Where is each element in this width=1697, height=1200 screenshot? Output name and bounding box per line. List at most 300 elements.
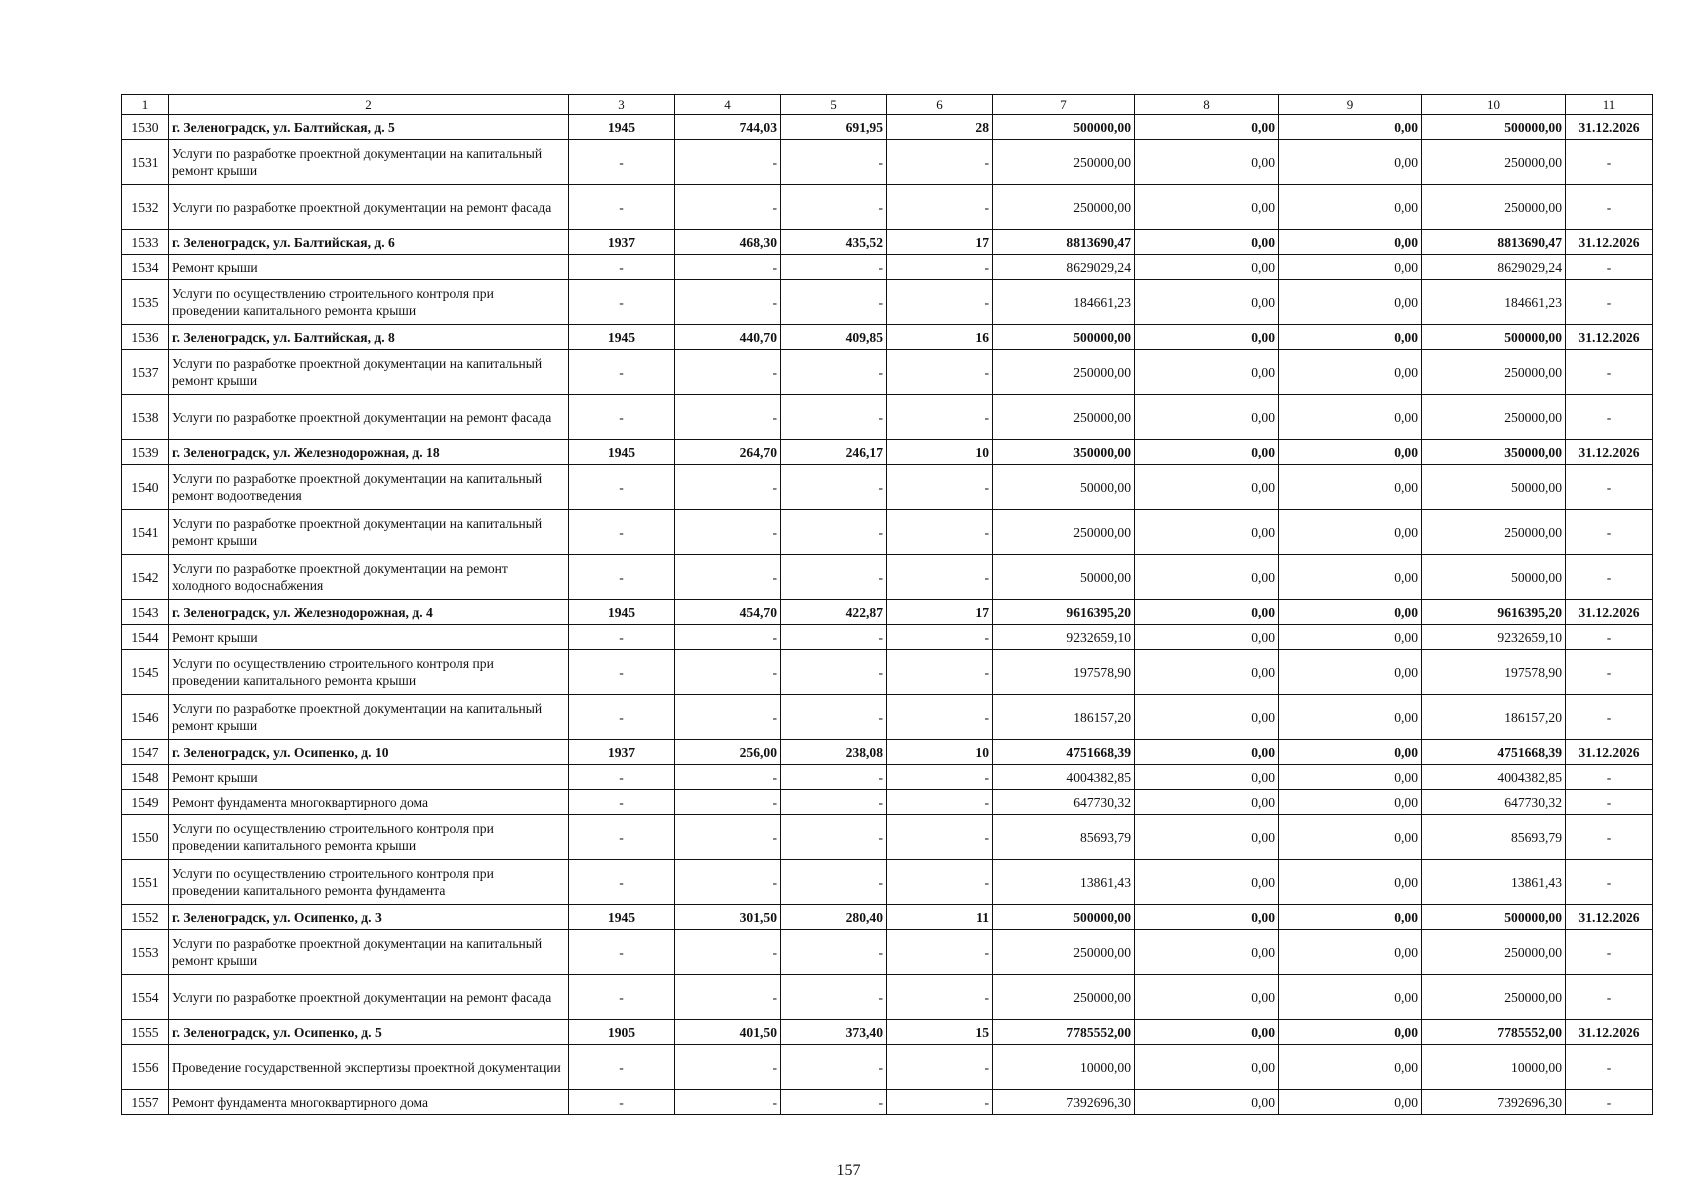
cell-col4: 301,50 [675, 905, 781, 930]
column-number-6: 6 [887, 95, 993, 115]
cell-col8: 0,00 [1135, 1090, 1279, 1115]
cell-col9: 0,00 [1279, 815, 1422, 860]
cell-col3: - [569, 815, 675, 860]
cell-col11: - [1566, 695, 1653, 740]
cell-col6: 17 [887, 230, 993, 255]
cell-col8: 0,00 [1135, 625, 1279, 650]
cell-col11: - [1566, 465, 1653, 510]
cell-col4: 256,00 [675, 740, 781, 765]
cell-col7: 10000,00 [993, 1045, 1135, 1090]
work-description: Услуги по разработке проектной документации на капитальный ремонт крыши [169, 930, 569, 975]
cell-col8: 0,00 [1135, 1020, 1279, 1045]
cell-col6: 10 [887, 440, 993, 465]
cell-col3: 1937 [569, 230, 675, 255]
cell-col4: - [675, 1045, 781, 1090]
cell-col8: 0,00 [1135, 140, 1279, 185]
cell-col10: 7392696,30 [1422, 1090, 1566, 1115]
cell-col10: 4751668,39 [1422, 740, 1566, 765]
row-number: 1533 [122, 230, 169, 255]
cell-col4: - [675, 930, 781, 975]
address-row [122, 440, 1653, 465]
address-row [122, 115, 1653, 140]
cell-col4: - [675, 395, 781, 440]
cell-col8: 0,00 [1135, 815, 1279, 860]
cell-col9: 0,00 [1279, 790, 1422, 815]
work-item-row [122, 695, 1653, 740]
cell-col6: - [887, 975, 993, 1020]
column-number-5: 5 [781, 95, 887, 115]
cell-col3: 1945 [569, 440, 675, 465]
cell-col8: 0,00 [1135, 905, 1279, 930]
cell-col5: - [781, 650, 887, 695]
repair-program-table [121, 94, 1653, 1115]
cell-col11: - [1566, 650, 1653, 695]
work-description: г. Зеленоградск, ул. Железнодорожная, д. 18 [169, 440, 569, 465]
column-number-10: 10 [1422, 95, 1566, 115]
cell-col7: 647730,32 [993, 790, 1135, 815]
cell-col5: 238,08 [781, 740, 887, 765]
cell-col10: 250000,00 [1422, 510, 1566, 555]
cell-col4: - [675, 140, 781, 185]
cell-col4: - [675, 695, 781, 740]
cell-col10: 4004382,85 [1422, 765, 1566, 790]
cell-col11: 31.12.2026 [1566, 1020, 1653, 1045]
cell-col5: - [781, 790, 887, 815]
cell-col5: - [781, 395, 887, 440]
cell-col6: - [887, 765, 993, 790]
cell-col7: 50000,00 [993, 465, 1135, 510]
cell-col6: - [887, 185, 993, 230]
work-item-row [122, 395, 1653, 440]
row-number: 1532 [122, 185, 169, 230]
cell-col9: 0,00 [1279, 255, 1422, 280]
cell-col10: 197578,90 [1422, 650, 1566, 695]
cell-col10: 50000,00 [1422, 555, 1566, 600]
row-number: 1554 [122, 975, 169, 1020]
cell-col4: - [675, 255, 781, 280]
work-item-row [122, 650, 1653, 695]
cell-col9: 0,00 [1279, 625, 1422, 650]
cell-col9: 0,00 [1279, 1020, 1422, 1045]
cell-col7: 7785552,00 [993, 1020, 1135, 1045]
cell-col5: - [781, 255, 887, 280]
cell-col10: 250000,00 [1422, 350, 1566, 395]
cell-col7: 9232659,10 [993, 625, 1135, 650]
cell-col8: 0,00 [1135, 1045, 1279, 1090]
work-description: Услуги по разработке проектной документации на ремонт фасада [169, 395, 569, 440]
cell-col9: 0,00 [1279, 325, 1422, 350]
cell-col11: - [1566, 1045, 1653, 1090]
cell-col9: 0,00 [1279, 440, 1422, 465]
cell-col6: - [887, 555, 993, 600]
cell-col7: 500000,00 [993, 115, 1135, 140]
cell-col3: - [569, 650, 675, 695]
cell-col11: 31.12.2026 [1566, 230, 1653, 255]
address-row [122, 740, 1653, 765]
cell-col8: 0,00 [1135, 695, 1279, 740]
cell-col3: - [569, 395, 675, 440]
work-item-row [122, 790, 1653, 815]
cell-col7: 186157,20 [993, 695, 1135, 740]
work-item-row [122, 625, 1653, 650]
cell-col4: 744,03 [675, 115, 781, 140]
cell-col3: - [569, 255, 675, 280]
cell-col6: - [887, 815, 993, 860]
cell-col7: 4751668,39 [993, 740, 1135, 765]
cell-col5: - [781, 280, 887, 325]
cell-col8: 0,00 [1135, 860, 1279, 905]
row-number: 1541 [122, 510, 169, 555]
row-number: 1544 [122, 625, 169, 650]
work-item-row [122, 350, 1653, 395]
cell-col5: - [781, 350, 887, 395]
cell-col9: 0,00 [1279, 350, 1422, 395]
cell-col10: 500000,00 [1422, 325, 1566, 350]
cell-col3: 1945 [569, 115, 675, 140]
cell-col6: 10 [887, 740, 993, 765]
cell-col9: 0,00 [1279, 280, 1422, 325]
cell-col7: 500000,00 [993, 325, 1135, 350]
cell-col4: - [675, 650, 781, 695]
page-number: 157 [836, 1162, 861, 1179]
cell-col9: 0,00 [1279, 905, 1422, 930]
cell-col10: 10000,00 [1422, 1045, 1566, 1090]
cell-col4: - [675, 860, 781, 905]
cell-col6: 15 [887, 1020, 993, 1045]
cell-col5: - [781, 765, 887, 790]
cell-col4: - [675, 510, 781, 555]
work-item-row [122, 1045, 1653, 1090]
row-number: 1540 [122, 465, 169, 510]
cell-col7: 4004382,85 [993, 765, 1135, 790]
work-description: Ремонт крыши [169, 255, 569, 280]
cell-col5: - [781, 695, 887, 740]
address-row [122, 1020, 1653, 1045]
cell-col3: - [569, 625, 675, 650]
cell-col11: - [1566, 860, 1653, 905]
row-number: 1557 [122, 1090, 169, 1115]
cell-col4: 401,50 [675, 1020, 781, 1045]
work-description: Ремонт фундамента многоквартирного дома [169, 790, 569, 815]
cell-col10: 8629029,24 [1422, 255, 1566, 280]
cell-col5: 280,40 [781, 905, 887, 930]
cell-col7: 7392696,30 [993, 1090, 1135, 1115]
cell-col6: 17 [887, 600, 993, 625]
cell-col7: 197578,90 [993, 650, 1135, 695]
cell-col8: 0,00 [1135, 185, 1279, 230]
cell-col3: - [569, 465, 675, 510]
column-number-7: 7 [993, 95, 1135, 115]
work-item-row [122, 510, 1653, 555]
work-description: Услуги по разработке проектной документации на ремонт холодного водоснабжения [169, 555, 569, 600]
cell-col9: 0,00 [1279, 1090, 1422, 1115]
cell-col6: - [887, 350, 993, 395]
work-description: Услуги по осуществлению строительного контроля при проведении капитального ремонта крыши [169, 815, 569, 860]
row-number: 1545 [122, 650, 169, 695]
cell-col8: 0,00 [1135, 115, 1279, 140]
work-item-row [122, 975, 1653, 1020]
cell-col10: 250000,00 [1422, 185, 1566, 230]
cell-col9: 0,00 [1279, 650, 1422, 695]
cell-col4: 454,70 [675, 600, 781, 625]
cell-col5: - [781, 465, 887, 510]
cell-col7: 250000,00 [993, 930, 1135, 975]
work-item-row [122, 280, 1653, 325]
cell-col3: - [569, 510, 675, 555]
work-description: Ремонт фундамента многоквартирного дома [169, 1090, 569, 1115]
cell-col8: 0,00 [1135, 740, 1279, 765]
cell-col11: 31.12.2026 [1566, 740, 1653, 765]
cell-col7: 184661,23 [993, 280, 1135, 325]
cell-col9: 0,00 [1279, 185, 1422, 230]
work-description: г. Зеленоградск, ул. Балтийская, д. 6 [169, 230, 569, 255]
row-number: 1551 [122, 860, 169, 905]
cell-col11: 31.12.2026 [1566, 115, 1653, 140]
work-description: Услуги по разработке проектной документации на капитальный ремонт крыши [169, 695, 569, 740]
column-number-1: 1 [122, 95, 169, 115]
cell-col6: - [887, 625, 993, 650]
cell-col11: - [1566, 350, 1653, 395]
cell-col4: - [675, 465, 781, 510]
work-item-row [122, 140, 1653, 185]
work-description: Услуги по разработке проектной документации на капитальный ремонт крыши [169, 510, 569, 555]
cell-col9: 0,00 [1279, 140, 1422, 185]
work-item-row [122, 255, 1653, 280]
cell-col5: - [781, 930, 887, 975]
cell-col6: - [887, 1090, 993, 1115]
cell-col4: 468,30 [675, 230, 781, 255]
cell-col9: 0,00 [1279, 930, 1422, 975]
cell-col11: - [1566, 765, 1653, 790]
cell-col8: 0,00 [1135, 790, 1279, 815]
cell-col10: 647730,32 [1422, 790, 1566, 815]
cell-col6: - [887, 255, 993, 280]
work-item-row [122, 185, 1653, 230]
row-number: 1535 [122, 280, 169, 325]
cell-col10: 500000,00 [1422, 115, 1566, 140]
column-number-2: 2 [169, 95, 569, 115]
cell-col8: 0,00 [1135, 395, 1279, 440]
work-description: Услуги по разработке проектной документации на капитальный ремонт крыши [169, 140, 569, 185]
cell-col8: 0,00 [1135, 465, 1279, 510]
work-description: г. Зеленоградск, ул. Железнодорожная, д. 4 [169, 600, 569, 625]
cell-col3: - [569, 555, 675, 600]
cell-col3: - [569, 280, 675, 325]
cell-col7: 8629029,24 [993, 255, 1135, 280]
work-description: Услуги по осуществлению строительного контроля при проведении капитального ремонта крыши [169, 650, 569, 695]
row-number: 1536 [122, 325, 169, 350]
cell-col8: 0,00 [1135, 325, 1279, 350]
column-number-header-row [122, 95, 1653, 115]
cell-col10: 9232659,10 [1422, 625, 1566, 650]
work-description: Услуги по разработке проектной документации на капитальный ремонт водоотведения [169, 465, 569, 510]
cell-col4: - [675, 765, 781, 790]
work-description: Услуги по осуществлению строительного контроля при проведении капитального ремонта крыши [169, 280, 569, 325]
cell-col8: 0,00 [1135, 280, 1279, 325]
cell-col8: 0,00 [1135, 440, 1279, 465]
work-item-row [122, 465, 1653, 510]
cell-col11: - [1566, 255, 1653, 280]
cell-col6: - [887, 280, 993, 325]
cell-col11: - [1566, 555, 1653, 600]
cell-col9: 0,00 [1279, 860, 1422, 905]
cell-col6: - [887, 650, 993, 695]
cell-col4: - [675, 350, 781, 395]
cell-col11: - [1566, 1090, 1653, 1115]
cell-col11: 31.12.2026 [1566, 440, 1653, 465]
cell-col5: 409,85 [781, 325, 887, 350]
cell-col8: 0,00 [1135, 255, 1279, 280]
cell-col8: 0,00 [1135, 230, 1279, 255]
row-number: 1553 [122, 930, 169, 975]
row-number: 1537 [122, 350, 169, 395]
address-row [122, 230, 1653, 255]
cell-col11: 31.12.2026 [1566, 600, 1653, 625]
cell-col3: - [569, 765, 675, 790]
cell-col6: - [887, 395, 993, 440]
work-description: Ремонт крыши [169, 765, 569, 790]
cell-col4: - [675, 815, 781, 860]
work-item-row [122, 1090, 1653, 1115]
cell-col10: 8813690,47 [1422, 230, 1566, 255]
cell-col6: - [887, 695, 993, 740]
work-item-row [122, 555, 1653, 600]
column-number-4: 4 [675, 95, 781, 115]
cell-col8: 0,00 [1135, 555, 1279, 600]
cell-col7: 50000,00 [993, 555, 1135, 600]
cell-col4: - [675, 280, 781, 325]
row-number: 1530 [122, 115, 169, 140]
cell-col5: - [781, 140, 887, 185]
cell-col10: 500000,00 [1422, 905, 1566, 930]
cell-col5: - [781, 860, 887, 905]
cell-col3: - [569, 790, 675, 815]
cell-col8: 0,00 [1135, 650, 1279, 695]
cell-col11: - [1566, 975, 1653, 1020]
cell-col6: - [887, 140, 993, 185]
cell-col8: 0,00 [1135, 510, 1279, 555]
cell-col11: - [1566, 815, 1653, 860]
cell-col11: - [1566, 510, 1653, 555]
cell-col10: 7785552,00 [1422, 1020, 1566, 1045]
work-description: г. Зеленоградск, ул. Осипенко, д. 3 [169, 905, 569, 930]
cell-col9: 0,00 [1279, 230, 1422, 255]
cell-col10: 186157,20 [1422, 695, 1566, 740]
cell-col11: - [1566, 140, 1653, 185]
cell-col3: - [569, 185, 675, 230]
cell-col9: 0,00 [1279, 465, 1422, 510]
cell-col3: - [569, 1090, 675, 1115]
cell-col6: 28 [887, 115, 993, 140]
cell-col5: 691,95 [781, 115, 887, 140]
cell-col4: 440,70 [675, 325, 781, 350]
cell-col9: 0,00 [1279, 695, 1422, 740]
work-description: Проведение государственной экспертизы проектной документации [169, 1045, 569, 1090]
cell-col4: 264,70 [675, 440, 781, 465]
cell-col10: 250000,00 [1422, 395, 1566, 440]
row-number: 1547 [122, 740, 169, 765]
column-number-11: 11 [1566, 95, 1653, 115]
cell-col3: - [569, 930, 675, 975]
cell-col11: 31.12.2026 [1566, 325, 1653, 350]
cell-col9: 0,00 [1279, 600, 1422, 625]
work-description: г. Зеленоградск, ул. Осипенко, д. 10 [169, 740, 569, 765]
cell-col6: - [887, 860, 993, 905]
cell-col10: 9616395,20 [1422, 600, 1566, 625]
cell-col7: 250000,00 [993, 975, 1135, 1020]
cell-col11: - [1566, 625, 1653, 650]
row-number: 1538 [122, 395, 169, 440]
cell-col4: - [675, 975, 781, 1020]
cell-col5: - [781, 1045, 887, 1090]
cell-col11: - [1566, 930, 1653, 975]
cell-col3: - [569, 860, 675, 905]
cell-col5: 435,52 [781, 230, 887, 255]
cell-col6: - [887, 465, 993, 510]
cell-col3: - [569, 975, 675, 1020]
cell-col9: 0,00 [1279, 975, 1422, 1020]
cell-col9: 0,00 [1279, 555, 1422, 600]
row-number: 1542 [122, 555, 169, 600]
cell-col6: 16 [887, 325, 993, 350]
cell-col11: - [1566, 790, 1653, 815]
cell-col7: 85693,79 [993, 815, 1135, 860]
cell-col10: 13861,43 [1422, 860, 1566, 905]
cell-col7: 9616395,20 [993, 600, 1135, 625]
cell-col5: - [781, 555, 887, 600]
column-number-3: 3 [569, 95, 675, 115]
cell-col10: 184661,23 [1422, 280, 1566, 325]
address-row [122, 600, 1653, 625]
cell-col3: 1937 [569, 740, 675, 765]
cell-col9: 0,00 [1279, 740, 1422, 765]
cell-col6: - [887, 1045, 993, 1090]
cell-col9: 0,00 [1279, 1045, 1422, 1090]
cell-col10: 250000,00 [1422, 140, 1566, 185]
column-number-9: 9 [1279, 95, 1422, 115]
row-number: 1543 [122, 600, 169, 625]
cell-col6: 11 [887, 905, 993, 930]
work-description: Услуги по разработке проектной документации на ремонт фасада [169, 975, 569, 1020]
cell-col7: 250000,00 [993, 140, 1135, 185]
cell-col9: 0,00 [1279, 765, 1422, 790]
cell-col7: 13861,43 [993, 860, 1135, 905]
cell-col7: 250000,00 [993, 350, 1135, 395]
cell-col8: 0,00 [1135, 930, 1279, 975]
cell-col5: - [781, 185, 887, 230]
row-number: 1539 [122, 440, 169, 465]
cell-col3: - [569, 1045, 675, 1090]
cell-col8: 0,00 [1135, 765, 1279, 790]
cell-col8: 0,00 [1135, 350, 1279, 395]
work-description: г. Зеленоградск, ул. Балтийская, д. 8 [169, 325, 569, 350]
cell-col7: 250000,00 [993, 185, 1135, 230]
work-item-row [122, 860, 1653, 905]
cell-col5: - [781, 1090, 887, 1115]
row-number: 1556 [122, 1045, 169, 1090]
work-item-row [122, 815, 1653, 860]
cell-col7: 500000,00 [993, 905, 1135, 930]
work-description: г. Зеленоградск, ул. Балтийская, д. 5 [169, 115, 569, 140]
cell-col4: - [675, 625, 781, 650]
cell-col3: - [569, 140, 675, 185]
row-number: 1552 [122, 905, 169, 930]
cell-col4: - [675, 555, 781, 600]
work-item-row [122, 765, 1653, 790]
cell-col5: - [781, 975, 887, 1020]
row-number: 1548 [122, 765, 169, 790]
cell-col5: 246,17 [781, 440, 887, 465]
